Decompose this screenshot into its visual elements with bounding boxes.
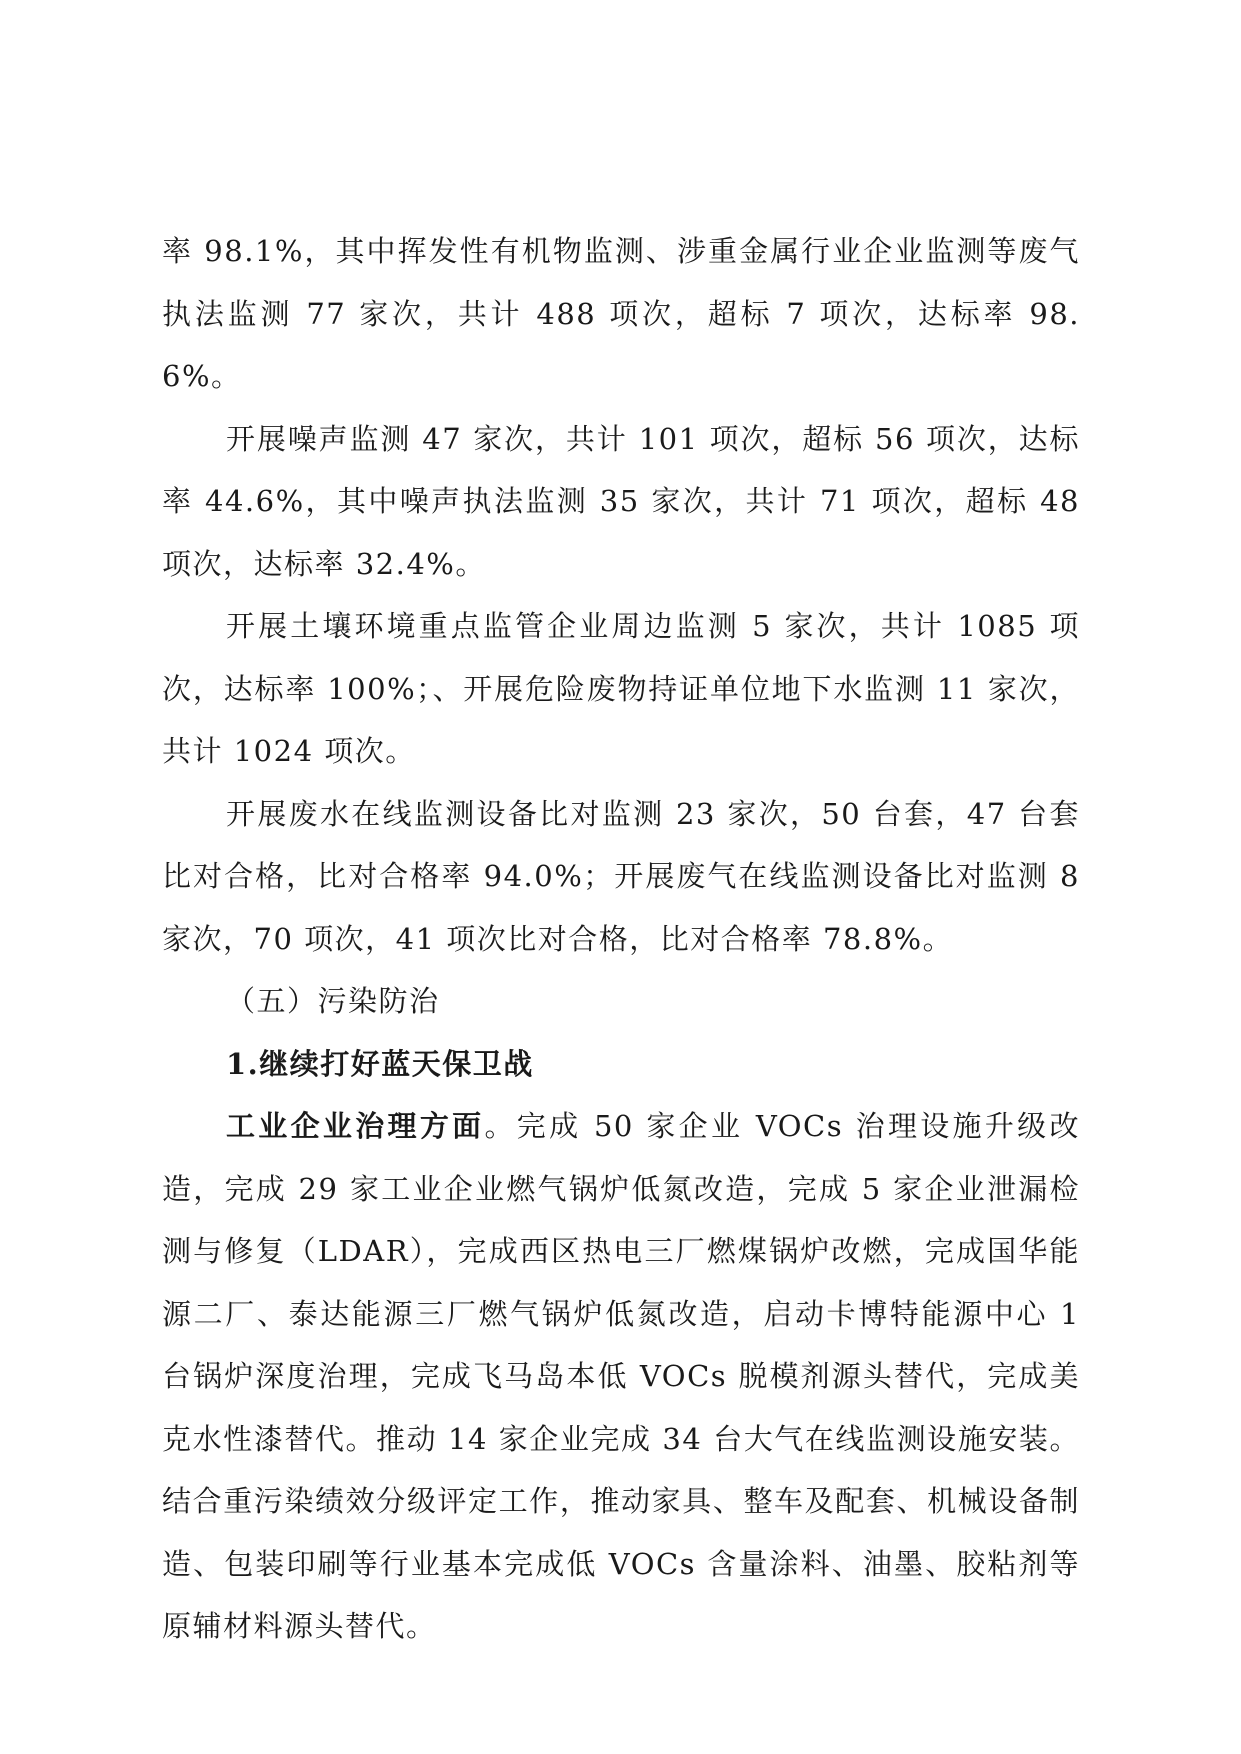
paragraph-soil-groundwater-monitoring: 开展土壤环境重点监管企业周边监测 5 家次，共计 1085 项次，达标率 100%；、开展危险废物持证单位地下水监测 11 家次，共计 1024 项次。 [162, 609, 1080, 768]
paragraph-lead-phrase: 工业企业治理方面 [226, 1109, 485, 1143]
paragraph-waste-gas-monitoring: 率 98.1%，其中挥发性有机物监测、涉重金属行业企业监测等废气执法监测 77 家次，共计 488 项次，超标 7 项次，达标率 98.6%。 [162, 234, 1080, 393]
paragraph-industry-governance [162, 1095, 1080, 1658]
document-body [162, 220, 1080, 1658]
paragraph-online-equipment-comparison: 开展废水在线监测设备比对监测 23 家次，50 台套，47 台套比对合格，比对合格率 94.0%；开展废气在线监测设备比对监测 8 家次，70 项次，41 项次比对合格，比对合格率 78.8%。 [162, 796, 1080, 956]
section-heading: （五）污染防治 [226, 984, 440, 1018]
paragraph-body-text: 。完成 50 家企业 VOCs 治理设施升级改造，完成 29 家工业企业燃气锅炉低氮改造，完成 5 家企业泄漏检测与修复（LDAR），完成西区热电三厂燃煤锅炉改燃，完成国华能源二厂、泰达能源三厂燃气锅炉低氮改造，启动卡博特能源中心 1 台锅炉深度治理，完成飞马岛本低 VOCs 脱模剂源头替代，完成美克水性漆替代。推动 14 家企业完成 34 台大气在线监测设施安装。结合重污染绩效分级评定工作，推动家具、整车及配套、机械设备制造、包装印刷等行业基本完成低 VOCs 含量涂料、油墨、胶粘剂等原辅材料源头替代。 [162, 1109, 1080, 1643]
subsection-heading: 1.继续打好蓝天保卫战 [226, 1046, 534, 1081]
paragraph-noise-monitoring: 开展噪声监测 47 家次，共计 101 项次，超标 56 项次，达标率 44.6%，其中噪声执法监测 35 家次，共计 71 项次，超标 48 项次，达标率 32.4%。 [162, 421, 1080, 581]
